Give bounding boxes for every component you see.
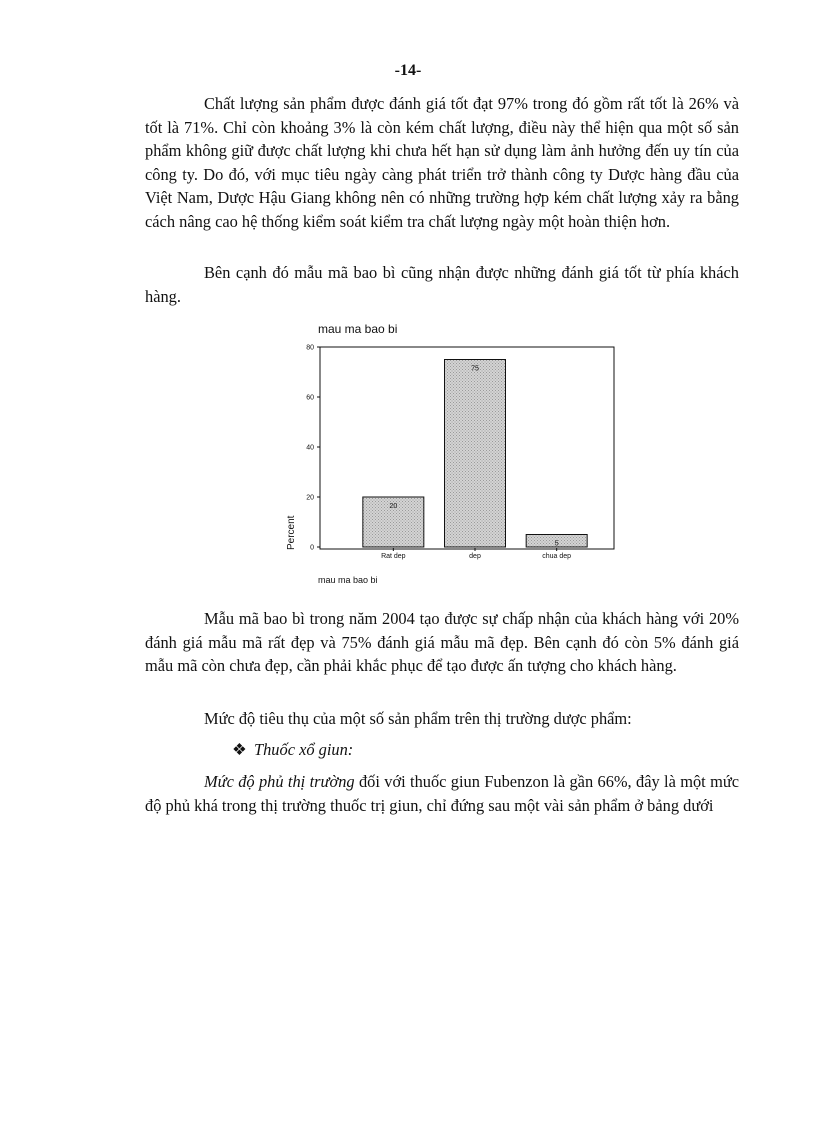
paragraph-consumption: Mức độ tiêu thụ của một số sản phẩm trên thị trường dược phẩm: xyxy=(204,709,632,728)
packaging-chart xyxy=(276,318,626,593)
bar-dep xyxy=(445,360,506,548)
x-tick-label: chua dep xyxy=(542,553,572,560)
bullet-heading: Thuốc xổ giun: xyxy=(254,740,354,759)
diamond-bullet-icon: ❖ xyxy=(232,740,247,759)
bar-data-label: 5 xyxy=(554,540,559,548)
market-coverage-text: đối với thuốc giun Fubenzon là gần 66%, đây là một mức độ phủ khá trong thị trường thuốc trị giun, chỉ đứng sau một vài sản phẩm ở bảng dưới xyxy=(145,772,739,815)
paragraph-quality: Chất lượng sản phẩm được đánh giá tốt đạt 97% trong đó gồm rất tốt là 26% và tốt là 71%. Chỉ còn khoảng 3% là còn kém chất lượng, điều này thể hiện qua một số sản phẩm không giữ được chất lượng khi chưa hết hạn sử dụng làm ảnh hưởng đến uy tín của công ty. Do đó, với mục tiêu ngày càng phát triển trở thành công ty Dược hàng đầu của Việt Nam, Dược Hậu Giang không nên có những trường hợp kém chất lượng xảy ra bằng cách nâng cao hệ thống kiểm soát kiểm tra chất lượng ngày một hoàn thiện hơn. xyxy=(145,94,739,231)
y-tick-label: 20 xyxy=(306,494,314,502)
x-tick-label: dep xyxy=(469,553,481,560)
market-coverage-term: Mức độ phủ thị trường xyxy=(204,772,355,791)
chart-title: mau ma bao bi xyxy=(318,322,398,336)
y-tick-label: 40 xyxy=(306,444,314,452)
x-tick-label: Rat dep xyxy=(381,553,406,560)
page-number: -14- xyxy=(394,62,422,79)
paragraph-market-coverage xyxy=(145,770,739,817)
paragraph-packaging-intro: Bên cạnh đó mẫu mã bao bì cũng nhận được những đánh giá tốt từ phía khách hàng. xyxy=(145,263,739,306)
bar-data-label: 20 xyxy=(389,503,398,510)
y-tick-label: 0 xyxy=(310,544,314,552)
bar-data-label: 75 xyxy=(471,365,479,373)
bullet-dewormer xyxy=(232,740,353,760)
y-tick-label: 80 xyxy=(306,344,314,352)
paragraph-packaging-analysis: Mẫu mã bao bì trong năm 2004 tạo được sự chấp nhận của khách hàng với 20% đánh giá mẫu mã rất đẹp và 75% đánh giá mẫu mã đẹp. Bên cạnh đó còn 5% đánh giá mẫu mã còn chưa đẹp, cần phải khắc phục để tạo được ấn tượng cho khách hàng. xyxy=(145,609,739,676)
x-axis-label: mau ma bao bi xyxy=(318,575,378,585)
y-tick-label: 60 xyxy=(306,394,314,402)
y-axis-label: Percent xyxy=(286,515,297,550)
